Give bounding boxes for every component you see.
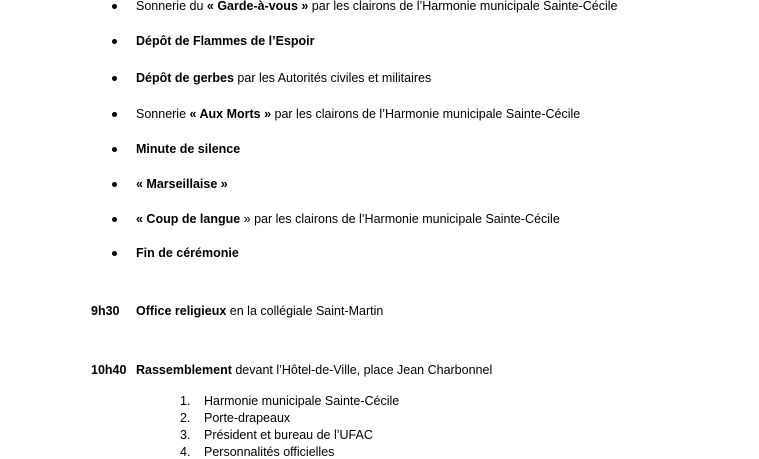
list-item (112, 142, 240, 156)
list-number: 4. (180, 445, 191, 459)
schedule-event: Office religieux (136, 304, 227, 318)
schedule-row (91, 304, 383, 318)
list-item (112, 107, 580, 121)
bullet-icon (112, 112, 117, 117)
list-text: Harmonie municipale Sainte-Cécile (204, 394, 400, 408)
bullet-icon (112, 4, 117, 9)
schedule-row (91, 363, 492, 377)
list-number: 1. (180, 394, 191, 408)
bullet-icon (112, 76, 117, 81)
bullet-text: « Marseillaise » (136, 177, 228, 191)
bullet-icon (112, 39, 117, 44)
schedule-time: 10h40 (91, 363, 127, 377)
bullet-icon (112, 217, 117, 222)
bullet-text: Dépôt de Flammes de l’Espoir (136, 34, 315, 48)
schedule-time: 9h30 (91, 304, 120, 318)
ordered-list-item (180, 428, 373, 442)
bullet-text: Dépôt de gerbes par les Autorités civiles et militaires (136, 71, 432, 85)
bullet-text: Sonnerie « Aux Morts » par les clairons de l’Harmonie municipale Sainte-Cécile (136, 107, 581, 121)
ordered-list-item (180, 411, 290, 425)
bullet-text: « Coup de langue » par les clairons de l’Harmonie municipale Sainte-Cécile (136, 212, 560, 226)
list-item (112, 0, 618, 13)
schedule-details: en la collégiale Saint-Martin (226, 304, 384, 318)
list-item (112, 177, 228, 191)
list-number: 2. (180, 411, 191, 425)
bullet-text: Fin de cérémonie (136, 246, 239, 260)
bullet-text: Sonnerie du « Garde-à-vous » par les clairons de l’Harmonie municipale Sainte-Cécile (136, 0, 618, 13)
bullet-icon (112, 182, 117, 187)
ordered-list-item (180, 394, 399, 408)
list-number: 3. (180, 428, 191, 442)
list-text: Président et bureau de l’UFAC (204, 428, 373, 442)
ordered-list-item (180, 445, 334, 459)
list-item (112, 212, 560, 226)
schedule-details: devant l’Hôtel-de-Ville, place Jean Charbonnel (231, 363, 493, 377)
bullet-icon (112, 251, 117, 256)
list-item (112, 34, 315, 48)
list-item (112, 246, 239, 260)
list-text: Porte-drapeaux (204, 411, 291, 425)
list-text: Personnalités officielles (204, 445, 335, 459)
bullet-text: Minute de silence (136, 142, 241, 156)
schedule-event: Rassemblement (136, 363, 232, 377)
bullet-icon (112, 147, 117, 152)
list-item (112, 71, 431, 85)
